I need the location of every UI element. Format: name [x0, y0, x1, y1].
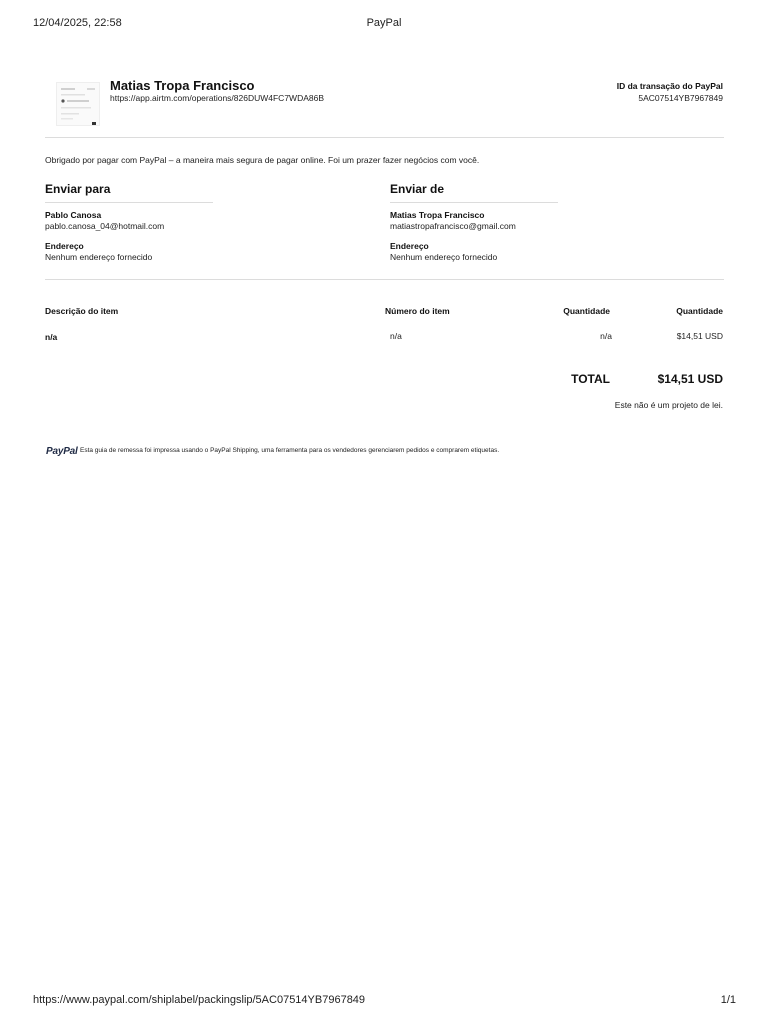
ship-from-title: Enviar de — [390, 182, 445, 196]
print-datetime: 12/04/2025, 22:58 — [33, 17, 122, 29]
column-header-item-number: Número do item — [385, 306, 450, 316]
thanks-message: Obrigado por pagar com PayPal – a maneira mais segura de pagar online. Foi um prazer fazer negócios com você. — [45, 155, 480, 165]
column-header-amount: Quantidade — [676, 306, 723, 316]
merchant-url[interactable]: https://app.airtm.com/operations/826DUW4FC7WDA86B — [110, 93, 325, 103]
ship-to-title: Enviar para — [45, 182, 111, 196]
item-description: n/a — [45, 332, 58, 342]
merchant-name: Matias Tropa Francisco — [110, 78, 255, 93]
header-divider — [45, 137, 724, 138]
column-header-description: Descrição do item — [45, 306, 119, 316]
paypal-logo: PayPal — [46, 446, 78, 457]
ship-from-address: Nenhum endereço fornecido — [390, 252, 498, 262]
legal-note: Este não é um projeto de lei. — [614, 400, 723, 410]
ship-from-divider — [390, 202, 558, 203]
ship-from-address-label: Endereço — [390, 241, 429, 251]
print-page-number: 1/1 — [720, 994, 736, 1006]
screenshot-thumbnail-icon — [57, 83, 100, 126]
transaction-id: 5AC07514YB7967849 — [638, 93, 723, 103]
ship-to-address: Nenhum endereço fornecido — [45, 252, 153, 262]
ship-to-email: pablo.canosa_04@hotmail.com — [45, 221, 165, 231]
total-value: $14,51 USD — [657, 372, 723, 386]
item-amount: $14,51 USD — [676, 331, 723, 341]
merchant-thumbnail — [56, 82, 100, 126]
ship-from-name: Matias Tropa Francisco — [390, 210, 485, 220]
ship-to-divider — [45, 202, 213, 203]
address-divider — [45, 279, 724, 280]
transaction-id-label: ID da transação do PayPal — [616, 81, 723, 91]
item-quantity: n/a — [600, 331, 612, 341]
shipping-note: Esta guia de remessa foi impressa usando o PayPal Shipping, uma ferramenta para os vendedores gerenciarem pedidos e comprarem etiquetas. — [80, 447, 500, 454]
column-header-quantity: Quantidade — [563, 306, 610, 316]
ship-to-address-label: Endereço — [45, 241, 84, 251]
total-label: TOTAL — [571, 372, 610, 386]
ship-from-email: matiastropafrancisco@gmail.com — [390, 221, 516, 231]
print-title: PayPal — [366, 17, 402, 29]
item-number: n/a — [390, 331, 402, 341]
print-url: https://www.paypal.com/shiplabel/packingslip/5AC07514YB7967849 — [33, 994, 366, 1006]
ship-to-name: Pablo Canosa — [45, 210, 102, 220]
